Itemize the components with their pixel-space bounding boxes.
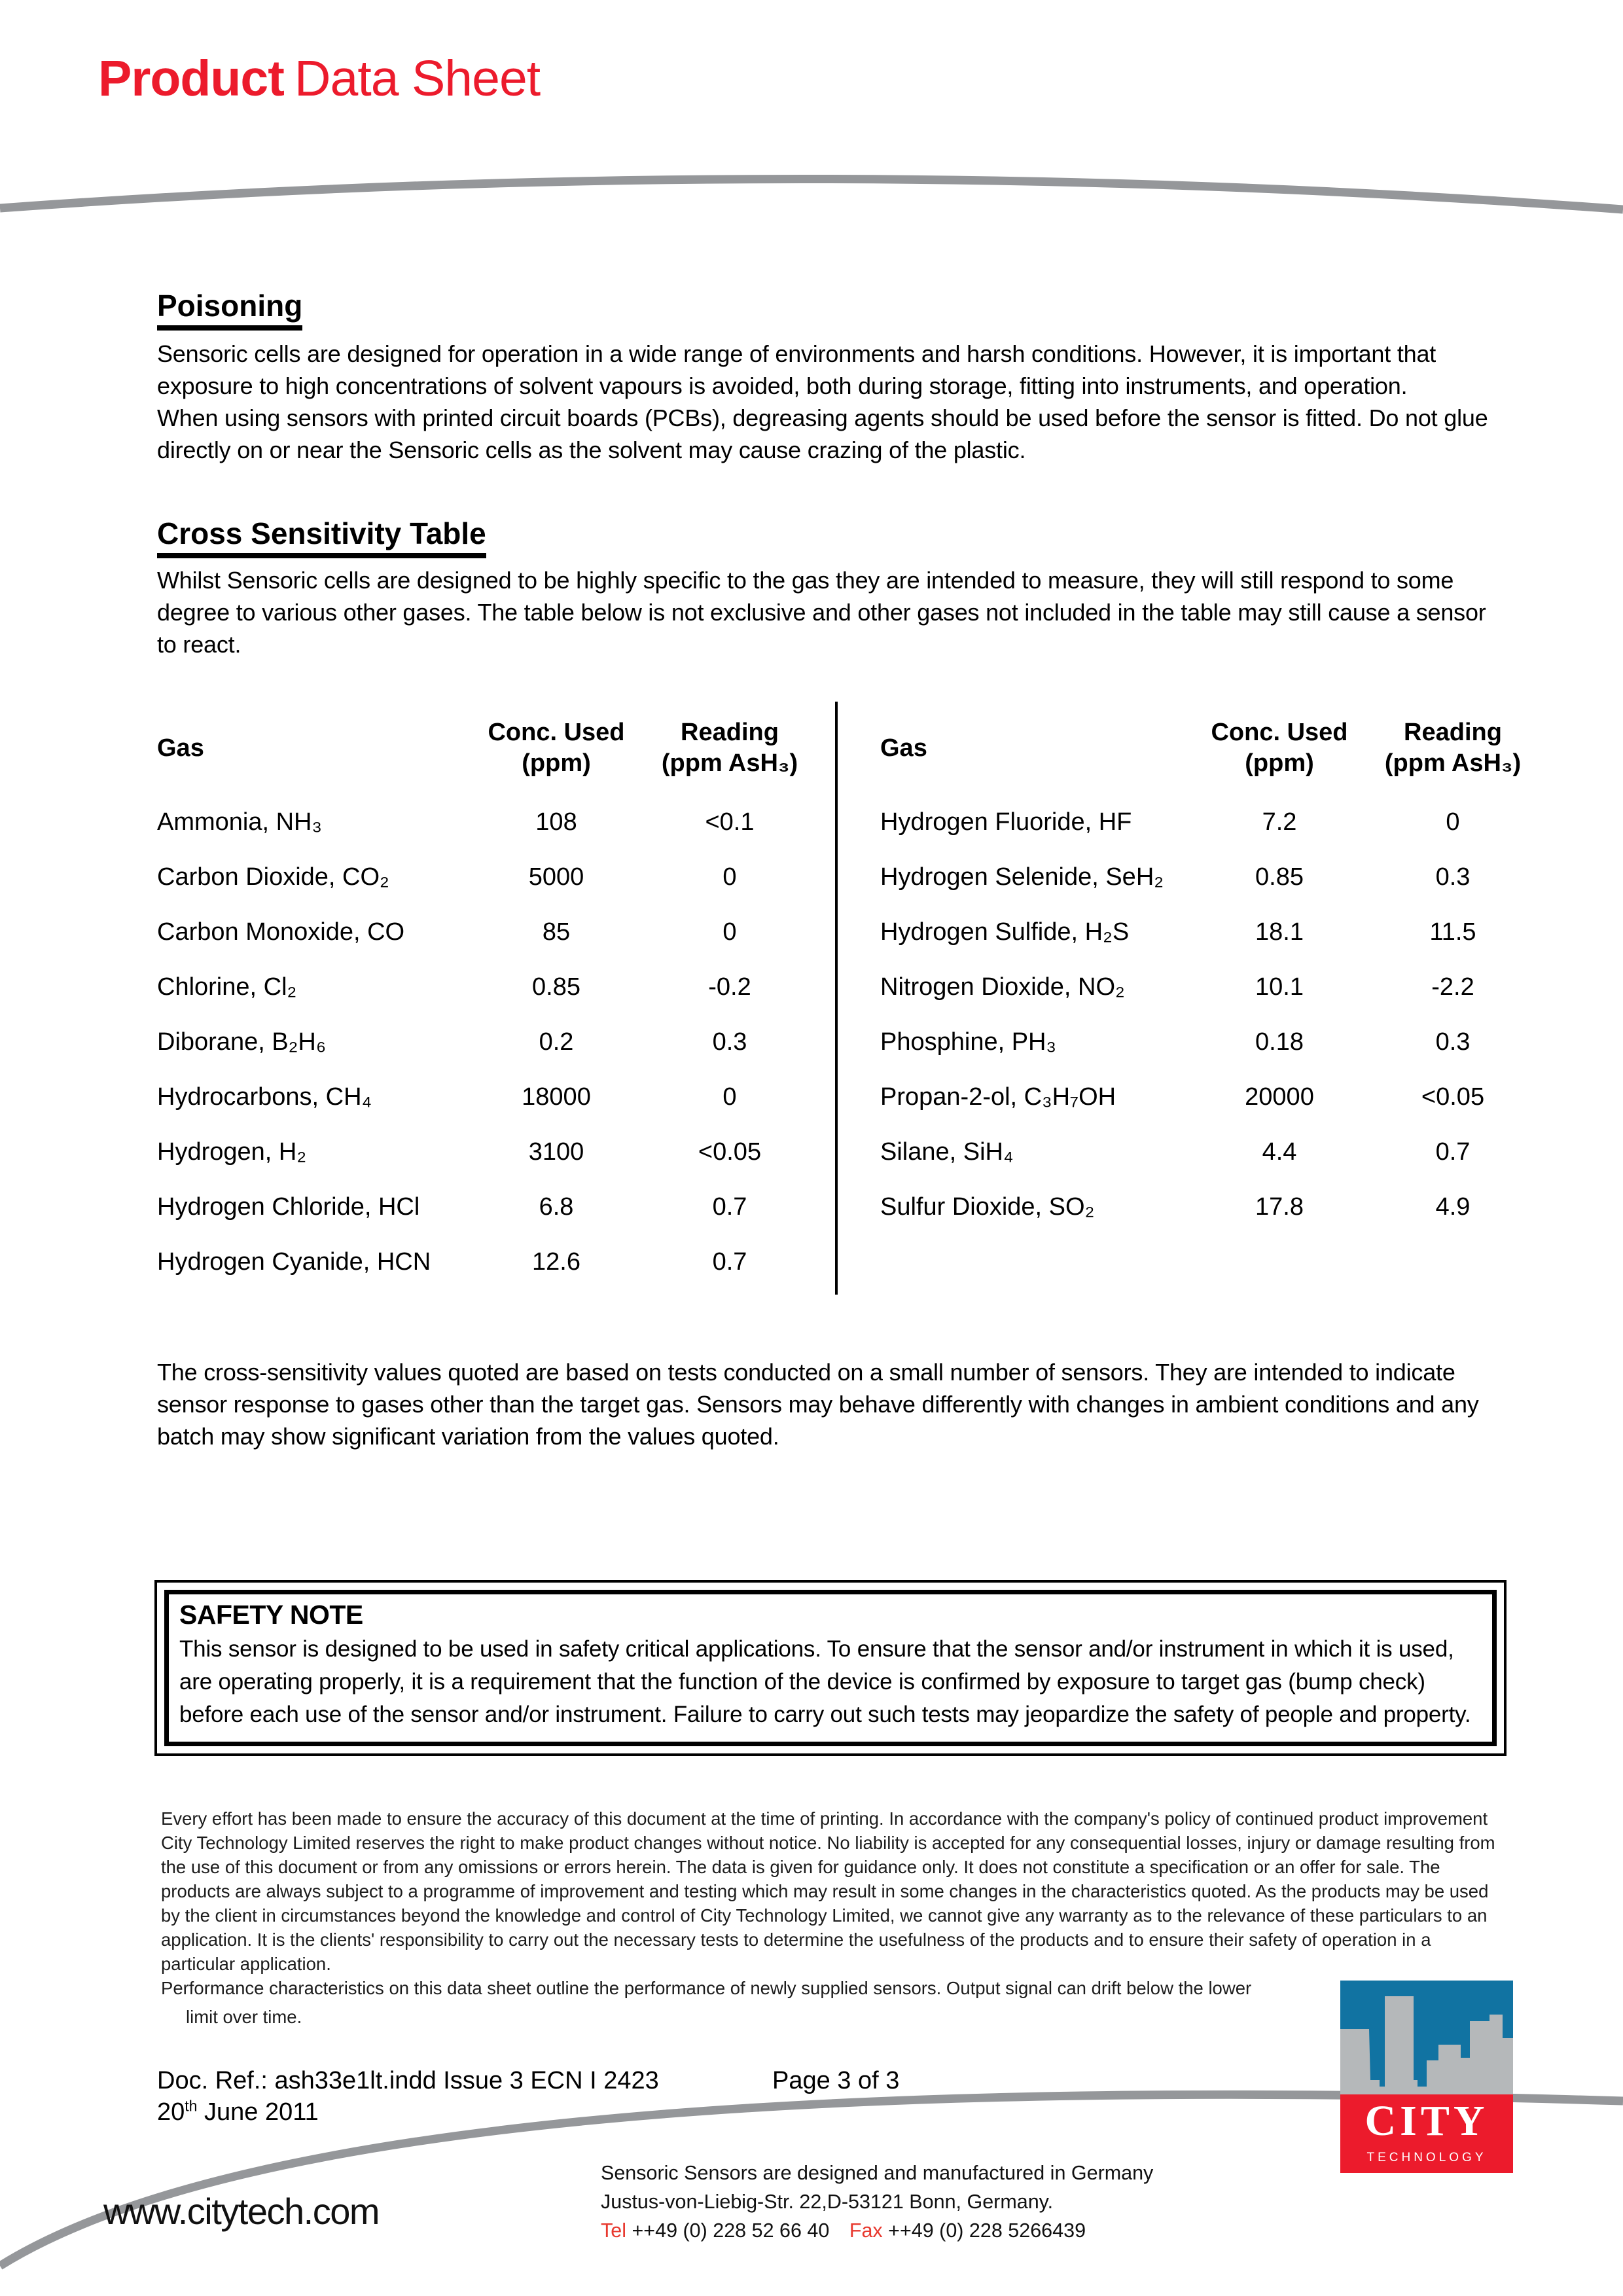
cross-sensitivity-note	[157, 1356, 1495, 1452]
conc-header-line2: (ppm)	[1245, 749, 1314, 777]
reading-value: 0.7	[1435, 1138, 1471, 1166]
reading-header-line2: (ppm AsH₃)	[661, 749, 798, 777]
city-technology-logo	[1340, 1981, 1513, 2173]
tel-value: ++49 (0) 228 52 66 40	[632, 2219, 830, 2242]
table-row	[880, 905, 1541, 960]
gas-name: Hydrogen, H₂	[157, 1138, 307, 1166]
reading-value: 0.3	[1435, 863, 1471, 891]
table-row	[157, 1014, 818, 1069]
conc-value: 108	[535, 808, 577, 836]
top-swoosh-curve	[0, 179, 1623, 209]
cross-sensitivity-intro	[157, 564, 1495, 660]
address-line-2: Justus-von-Liebig-Str. 22,D-53121 Bonn, Germany.	[601, 2191, 1054, 2213]
reading-value: 0	[1446, 808, 1460, 836]
title-product: Product	[98, 50, 284, 107]
doc-date-ordinal: th	[185, 2097, 198, 2115]
table-row	[157, 795, 818, 850]
logo-sub-text: TECHNOLOGY	[1366, 2151, 1487, 2164]
column-header-reading	[641, 717, 818, 779]
table-row	[157, 1234, 818, 1289]
safety-note-box	[154, 1580, 1507, 1756]
website-link[interactable]: www.citytech.com	[103, 2191, 379, 2232]
conc-value: 0.18	[1255, 1028, 1304, 1056]
conc-value: 0.85	[1255, 863, 1304, 891]
reading-value: <0.05	[698, 1138, 762, 1166]
reading-value: 0.7	[712, 1247, 747, 1276]
safety-note-text: This sensor is designed to be used in safety critical applications. To ensure that the sensor and/or instrument in which it is used, are operating properly, it is a requirement that the function of the device is confirmed by exposure to target gas (bump check) before each use of the sensor and/or instrument. Failure to carry out such tests may jeopardize the safety of people and property.	[179, 1636, 1471, 1727]
table-row	[880, 1179, 1541, 1234]
poisoning-paragraph-2: When using sensors with printed circuit boards (PCBs), degreasing agents should be used before the sensor is fitted. Do not glue directly on or near the Sensoric cells as the solvent may cause crazing of the plastic.	[157, 404, 1488, 463]
safety-note-inner-box	[164, 1590, 1497, 1746]
reading-value: 4.9	[1435, 1193, 1471, 1221]
column-header-conc	[471, 717, 641, 779]
gas-name: Hydrogen Cyanide, HCN	[157, 1247, 431, 1276]
cross-sensitivity-table-left	[157, 702, 818, 1289]
conc-value: 0.85	[532, 973, 580, 1001]
conc-header-line1: Conc. Used	[488, 719, 625, 746]
poisoning-paragraph-1: Sensoric cells are designed for operation in a wide range of environments and harsh conditions. However, it is important that exposure to high concentrations of solvent vapours is avoided, both during storage, fitting into instruments, and operation.	[157, 340, 1436, 399]
gas-name: Phosphine, PH₃	[880, 1028, 1056, 1056]
conc-header-line1: Conc. Used	[1211, 719, 1348, 746]
table-row	[880, 1014, 1541, 1069]
gas-name: Carbon Monoxide, CO	[157, 918, 405, 946]
doc-date	[157, 2098, 319, 2126]
disclaimer-text	[161, 1806, 1506, 2029]
gas-name: Diborane, B₂H₆	[157, 1028, 327, 1056]
reading-value: 0.7	[712, 1193, 747, 1221]
conc-value: 7.2	[1262, 808, 1297, 836]
reading-value: 0.3	[1435, 1028, 1471, 1056]
logo-brand-text: CITY	[1364, 2097, 1489, 2145]
column-header-conc	[1194, 717, 1364, 779]
conc-value: 3100	[528, 1138, 584, 1166]
table-row	[880, 960, 1541, 1014]
conc-value: 12.6	[532, 1247, 580, 1276]
gas-name: Hydrogen Selenide, SeH₂	[880, 863, 1164, 891]
conc-value: 85	[542, 918, 571, 946]
table-header	[157, 702, 818, 795]
cross-sensitivity-note-paragraph: The cross-sensitivity values quoted are based on tests conducted on a small number of sensors. They are intended to indicate sensor response to gases other than the target gas. Sensors may behave differently with changes in ambient conditions and any batch may show significant variation from the values quoted.	[157, 1359, 1479, 1450]
tel-label: Tel	[601, 2219, 626, 2242]
page-number: Page 3 of 3	[772, 2067, 900, 2094]
reading-value: <0.1	[705, 808, 755, 836]
reading-value: 0.3	[712, 1028, 747, 1056]
column-header-gas: Gas	[157, 734, 204, 762]
safety-note-heading: SAFETY NOTE	[179, 1600, 363, 1630]
page-title	[98, 50, 541, 107]
disclaimer-paragraph-2: Performance characteristics on this data sheet outline the performance of newly supplied sensors. Output signal can drift below the lower	[161, 1978, 1252, 1998]
gas-name: Silane, SiH₄	[880, 1138, 1014, 1166]
gas-name: Hydrogen Sulfide, H₂S	[880, 918, 1130, 946]
conc-value: 10.1	[1255, 973, 1304, 1001]
gas-name: Propan-2-ol, C₃H₇OH	[880, 1083, 1116, 1111]
doc-reference: Doc. Ref.: ash33e1lt.indd Issue 3 ECN I 2423	[157, 2067, 659, 2094]
conc-value: 18000	[522, 1083, 591, 1111]
column-header-reading	[1364, 717, 1541, 779]
poisoning-text	[157, 338, 1495, 466]
gas-name: Hydrogen Chloride, HCl	[157, 1193, 420, 1221]
table-row	[880, 1124, 1541, 1179]
conc-value: 6.8	[539, 1193, 574, 1221]
cross-sensitivity-heading: Cross Sensitivity Table	[157, 516, 486, 558]
reading-header-line1: Reading	[1404, 719, 1502, 746]
column-header-gas: Gas	[880, 734, 927, 762]
phone-line	[601, 2216, 1153, 2245]
doc-date-rest: June 2011	[197, 2098, 319, 2126]
reading-value: 0	[722, 1083, 737, 1111]
reading-value: 0	[722, 918, 737, 946]
conc-value: 5000	[528, 863, 584, 891]
table-row	[880, 850, 1541, 905]
conc-value: 18.1	[1255, 918, 1304, 946]
reading-header-line1: Reading	[681, 719, 779, 746]
table-row	[157, 850, 818, 905]
gas-name: Hydrogen Fluoride, HF	[880, 808, 1132, 836]
conc-value: 0.2	[539, 1028, 574, 1056]
table-row	[157, 960, 818, 1014]
conc-value: 17.8	[1255, 1193, 1304, 1221]
gas-name: Sulfur Dioxide, SO₂	[880, 1193, 1095, 1221]
table-row	[880, 1069, 1541, 1124]
reading-value: 0	[722, 863, 737, 891]
fax-value: ++49 (0) 228 5266439	[888, 2219, 1086, 2242]
gas-name: Carbon Dioxide, CO₂	[157, 863, 389, 891]
gas-name: Nitrogen Dioxide, NO₂	[880, 973, 1125, 1001]
table-row	[157, 1124, 818, 1179]
conc-value: 20000	[1245, 1083, 1314, 1111]
table-row	[157, 1179, 818, 1234]
table-row	[157, 905, 818, 960]
table-row	[880, 795, 1541, 850]
gas-name: Hydrocarbons, CH₄	[157, 1083, 372, 1111]
reading-value: -0.2	[708, 973, 751, 1001]
disclaimer-paragraph-1: Every effort has been made to ensure the accuracy of this document at the time of printing. In accordance with the company's policy of continued product improvement City Technology Limited reserves the right to make product changes without notice. No liability is accepted for any consequential losses, injury or damage resulting from the use of this document or from any omissions or errors herein. The data is given for guidance only. It does not constitute a specification or an offer for sale. The products are always subject to a programme of improvement and testing which may result in some changes in the characteristics quoted. As the products may be used by the client in circumstances beyond the knowledge and control of City Technology Limited, we cannot give any warranty as to the relevance of these particulars to an application. It is the clients' responsibility to carry out the necessary tests to determine the usefulness of the products and to ensure their safety of operation in a particular application.	[161, 1808, 1495, 1974]
title-data-sheet: Data Sheet	[294, 50, 541, 107]
cross-sensitivity-table-right	[880, 702, 1541, 1234]
poisoning-heading: Poisoning	[157, 288, 302, 331]
table-header	[880, 702, 1541, 795]
table-divider	[835, 702, 838, 1295]
conc-value: 4.4	[1262, 1138, 1297, 1166]
address-line-1: Sensoric Sensors are designed and manufactured in Germany	[601, 2162, 1154, 2184]
table-row	[157, 1069, 818, 1124]
conc-header-line2: (ppm)	[522, 749, 591, 777]
reading-value: <0.05	[1421, 1083, 1485, 1111]
fax-label: Fax	[849, 2219, 883, 2242]
reading-value: 11.5	[1429, 918, 1476, 946]
reading-value: -2.2	[1431, 973, 1474, 1001]
gas-name: Ammonia, NH₃	[157, 808, 322, 836]
gas-name: Chlorine, Cl₂	[157, 973, 297, 1001]
company-address-block	[601, 2159, 1153, 2245]
disclaimer-paragraph-3: limit over time.	[186, 2007, 302, 2027]
doc-date-day: 20	[157, 2098, 185, 2126]
cross-sensitivity-intro-paragraph: Whilst Sensoric cells are designed to be highly specific to the gas they are intended to measure, they will still respond to some degree to various other gases. The table below is not exclusive and other gases not included in the table may still cause a sensor to react.	[157, 567, 1486, 658]
reading-header-line2: (ppm AsH₃)	[1384, 749, 1522, 777]
